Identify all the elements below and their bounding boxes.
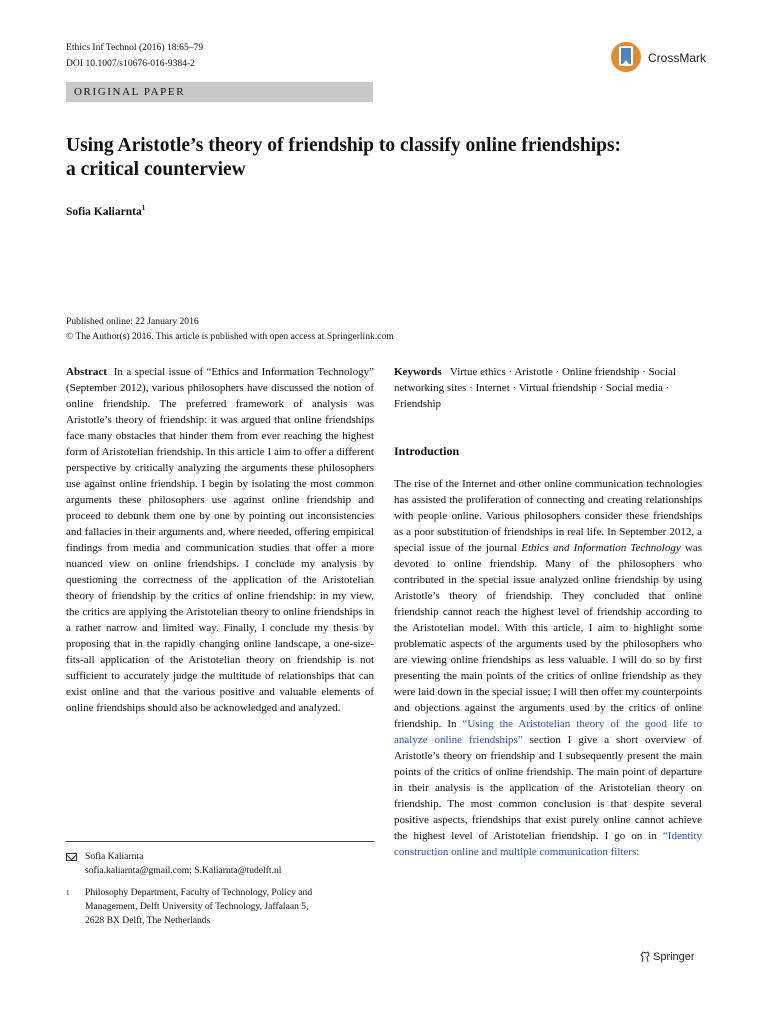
section-link-aristotelian-theory[interactable]: “Using the Aristotelian theory of the good life to analyze online friendships” — [394, 718, 702, 746]
footnote-divider — [66, 841, 374, 842]
contact-name: Sofia Kaliarnta — [85, 851, 144, 862]
intro-text-1: The rise of the Internet and other online communication technologies has assisted the proliferation of connecting and creating relationships with people online. Various philosophers consider these friendships as a poor substitution of friendships in real life. In September 2012, a special issue of the journal — [394, 478, 702, 554]
springer-horse-icon — [640, 951, 650, 963]
publisher-logo — [640, 951, 695, 963]
abstract-text: In a special issue of “Ethics and Information Technology” (September 2012), various philosophers have discussed the notion of online friendship. The preferred framework of analysis was Aristotle’s theory of friendship: it was argued that online friendships face many obstacles that hinder them from ever reaching the highest form of Aristotelian friendship. In this article I aim to offer a different perspective by critically analyzing the arguments these philosophers use against online friendship. I begin by isolating the most common arguments these philosophers use against online friendship and proceed to debunk them one by one by pointing out inconsistencies and fallacies in their arguments and, where needed, offering empirical findings from media and communication studies that offer a more nuanced view on online friendships. I conclude my analysis by questioning the correctness of the application of the Aristotelian theory of friendship by the critics of online friendship: in my view, the critics are applying the Aristotelian theory to online friendships in a rather narrow and limited way. Finally, I conclude my thesis by proposing that in the rapidly changing online landscape, a one-size-fits-all application of the Aristotelian theory on friendship is not sufficient to accurately judge the multitude of relationships that can exist online and that the various positive and valuable elements of online friendships should also be acknowledged and analyzed. — [66, 366, 374, 714]
keywords — [394, 364, 702, 412]
contact-emails[interactable]: sofia.kaliarnta@gmail.com; S.Kaliarnta@tudelft.nl — [85, 865, 282, 876]
intro-journal-name: Ethics and Information Technology — [521, 542, 681, 554]
mail-icon — [66, 853, 77, 861]
doi[interactable]: DOI 10.1007/s10676-016-9384-2 — [66, 58, 195, 69]
author-affiliation-mark: 1 — [141, 204, 146, 212]
section-link-identity-construction[interactable]: “Identity construction online and multiple communication filters: — [394, 830, 703, 858]
affiliation-line-1: Philosophy Department, Faculty of Technology, Policy and — [85, 887, 313, 898]
introduction-body — [394, 476, 702, 860]
keywords-label: Keywords — [394, 366, 442, 378]
keywords-text: Virtue ethics · Aristotle · Online friendship · Social networking sites · Internet · Virtual friendship · Social media · Friendship — [394, 366, 676, 410]
affiliation-number: 1 — [66, 889, 70, 897]
published-date: Published online: 22 January 2016 — [66, 316, 199, 327]
introduction-heading: Introduction — [394, 444, 460, 458]
crossmark-badge[interactable] — [610, 40, 706, 74]
author-name[interactable]: Sofia Kaliarnta — [66, 205, 142, 218]
article-type-badge: ORIGINAL PAPER — [66, 82, 373, 102]
abstract — [66, 364, 374, 716]
correspondence-footnote — [66, 850, 374, 878]
article-title: Using Aristotle’s theory of friendship to classify online friendships: a critical counterview — [66, 135, 622, 180]
affiliation-footnote — [66, 886, 374, 928]
affiliation-line-3: 2628 BX Delft, The Netherlands — [85, 915, 211, 926]
copyright-notice: © The Author(s) 2016. This article is published with open access at Springerlink.com — [66, 331, 394, 342]
crossmark-label: CrossMark — [648, 51, 707, 65]
journal-header — [66, 40, 203, 72]
author-line — [66, 204, 145, 218]
publication-info — [66, 314, 394, 344]
crossmark-icon — [610, 40, 642, 74]
intro-text-2: was devoted to online friendship. Many of the philosophers who contributed in the special issue analyzed online friendship by using Aristotle’s theory of friendship. They concluded that online friendship cannot reach the highest level of friendship according to the Aristotelian model. With this article, I aim to highlight some problematic aspects of the arguments used by the philosophers who are viewing online friendships as less valuable. I will do so by first presenting the main points of the critics of online friendship as they were laid down in the special issue; I will then offer my counterpoints and objections against the arguments used by the critics of online friendship. In — [394, 542, 703, 730]
affiliation-line-2: Management, Delft University of Technology, Jaffalaan 5, — [85, 901, 309, 912]
publisher-name: Springer — [653, 951, 695, 963]
journal-citation: Ethics Inf Technol (2016) 18:65–79 — [66, 42, 204, 53]
intro-text-3: section I give a short overview of Aristotle’s theory on friendship and I subsequently present the main points of the critics of online friendship. The main point of departure in their analysis is the application of the Aristotelian theory on friendship. The most common conclusion is that despite several positive aspects, friendships that exist purely online cannot achieve the highest level of Aristotelian friendship. I go on in — [394, 734, 702, 842]
abstract-label: Abstract — [66, 366, 107, 378]
